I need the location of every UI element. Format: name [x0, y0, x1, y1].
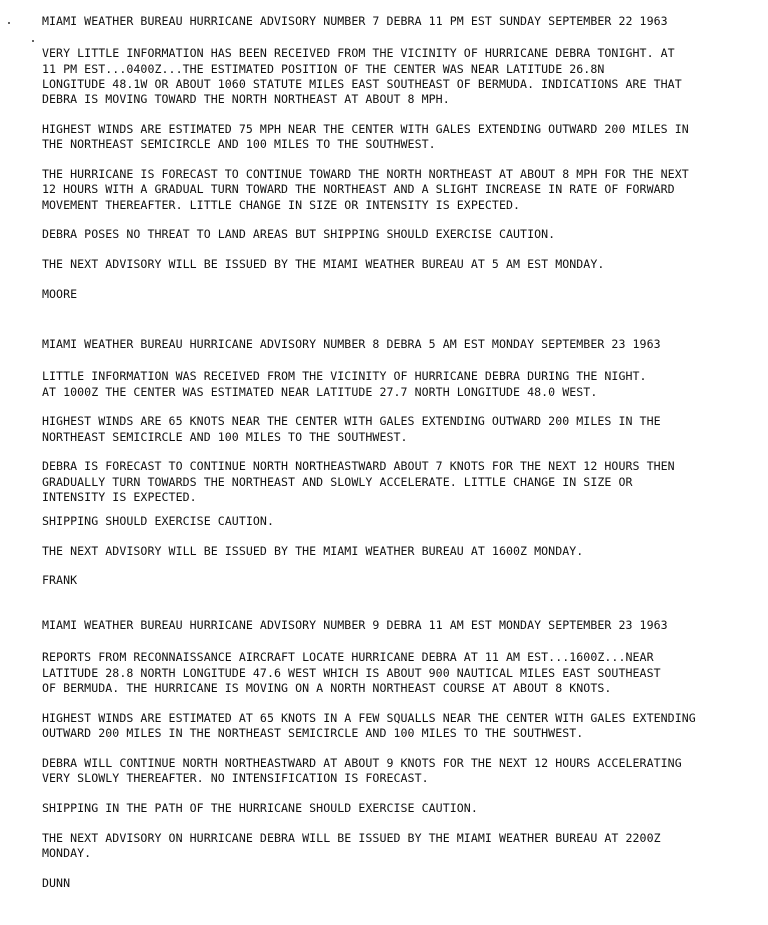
advisory-paragraph: HIGHEST WINDS ARE 65 KNOTS NEAR THE CENTER WITH GALES EXTENDING OUTWARD 200 MILES IN THE NORTHEAST SEMICIRCLE AND 100 MILES TO THE SOUTHWEST.	[42, 414, 661, 444]
advisory-heading: MIAMI WEATHER BUREAU HURRICANE ADVISORY NUMBER 9 DEBRA 11 AM EST MONDAY SEPTEMBER 23 1963	[42, 618, 668, 632]
advisory-signature: DUNN	[42, 875, 71, 890]
advisory-paragraph: DEBRA WILL CONTINUE NORTH NORTHEASTWARD AT ABOUT 9 KNOTS FOR THE NEXT 12 HOURS ACCELERATING VERY SLOWLY THEREAFTER. NO INTENSIFICATION IS FORECAST.	[42, 755, 682, 786]
advisory-heading: MIAMI WEATHER BUREAU HURRICANE ADVISORY NUMBER 8 DEBRA 5 AM EST MONDAY SEPTEMBER 23 1963	[42, 337, 661, 351]
advisory-paragraph: HIGHEST WINDS ARE ESTIMATED AT 65 KNOTS IN A FEW SQUALLS NEAR THE CENTER WITH GALES EXTENDING OUTWARD 200 MILES IN THE NORTHEAST SEMICIRCLE AND 100 MILES TO THE SOUTHWEST.	[42, 710, 696, 740]
advisory-7	[42, 14, 757, 302]
advisory-8	[42, 337, 757, 589]
advisory-paragraph: THE NEXT ADVISORY ON HURRICANE DEBRA WILL BE ISSUED BY THE MIAMI WEATHER BUREAU AT 2200Z MONDAY.	[42, 830, 661, 860]
advisory-paragraph: THE HURRICANE IS FORECAST TO CONTINUE TOWARD THE NORTH NORTHEAST AT ABOUT 8 MPH FOR THE NEXT 12 HOURS WITH A GRADUAL TURN TOWARD THE NORTHEAST AND A SLIGHT INCREASE IN RATE OF FORWARD MOVEMENT THEREAFTER. LITTLE CHANGE IN SIZE OR INTENSITY IS EXPECTED.	[42, 167, 689, 212]
advisory-signature: MOORE	[42, 287, 78, 302]
advisory-paragraph: SHIPPING SHOULD EXERCISE CAUTION.	[42, 513, 274, 528]
advisory-paragraph: HIGHEST WINDS ARE ESTIMATED 75 MPH NEAR THE CENTER WITH GALES EXTENDING OUTWARD 200 MILES IN THE NORTHEAST SEMICIRCLE AND 100 MILES TO THE SOUTHWEST.	[42, 121, 689, 152]
advisory-heading: MIAMI WEATHER BUREAU HURRICANE ADVISORY NUMBER 7 DEBRA 11 PM EST SUNDAY SEPTEMBER 22 1963	[42, 14, 668, 28]
advisory-paragraph: REPORTS FROM RECONNAISSANCE AIRCRAFT LOCATE HURRICANE DEBRA AT 11 AM EST...1600Z...NEAR LATITUDE 28.8 NORTH LONGITUDE 47.6 WEST WHICH IS ABOUT 900 NAUTICAL MILES EAST SOUTHEAST OF BERMUDA. THE HURRICANE IS MOVING ON A NORTH NORTHEAST COURSE AT ABOUT 8 KNOTS.	[42, 650, 661, 695]
advisory-paragraph: DEBRA POSES NO THREAT TO LAND AREAS BUT SHIPPING SHOULD EXERCISE CAUTION.	[42, 227, 556, 242]
scan-speck	[32, 40, 34, 42]
advisory-paragraph: SHIPPING IN THE PATH OF THE HURRICANE SHOULD EXERCISE CAUTION.	[42, 800, 478, 815]
advisory-signature: FRANK	[42, 573, 78, 588]
advisory-paragraph: VERY LITTLE INFORMATION HAS BEEN RECEIVED FROM THE VICINITY OF HURRICANE DEBRA TONIGHT. AT 11 PM EST...0400Z...THE ESTIMATED POSITION OF THE CENTER WAS NEAR LATITUDE 26.8N LONGITUDE 48.1W OR ABOUT 1060 STATUTE MILES EAST SOUTHEAST OF BERMUDA. INDICATIONS ARE THAT DEBRA IS MOVING TOWARD THE NORTH NORTHEAST AT ABOUT 8 MPH.	[42, 46, 682, 107]
advisory-paragraph: THE NEXT ADVISORY WILL BE ISSUED BY THE MIAMI WEATHER BUREAU AT 1600Z MONDAY.	[42, 543, 584, 558]
advisory-paragraph: LITTLE INFORMATION WAS RECEIVED FROM THE VICINITY OF HURRICANE DEBRA DURING THE NIGHT. AT 1000Z THE CENTER WAS ESTIMATED NEAR LATITUDE 27.7 NORTH LONGITUDE 48.0 WEST.	[42, 369, 647, 399]
advisory-9	[42, 618, 757, 891]
advisory-paragraph: DEBRA IS FORECAST TO CONTINUE NORTH NORTHEASTWARD ABOUT 7 KNOTS FOR THE NEXT 12 HOURS THEN GRADUALLY TURN TOWARDS THE NORTHEAST AND SLOWLY ACCELERATE. LITTLE CHANGE IN SIZE OR INTENSITY IS EXPECTED.	[42, 459, 675, 505]
scan-speck	[8, 22, 10, 24]
advisory-paragraph: THE NEXT ADVISORY WILL BE ISSUED BY THE MIAMI WEATHER BUREAU AT 5 AM EST MONDAY.	[42, 257, 605, 272]
